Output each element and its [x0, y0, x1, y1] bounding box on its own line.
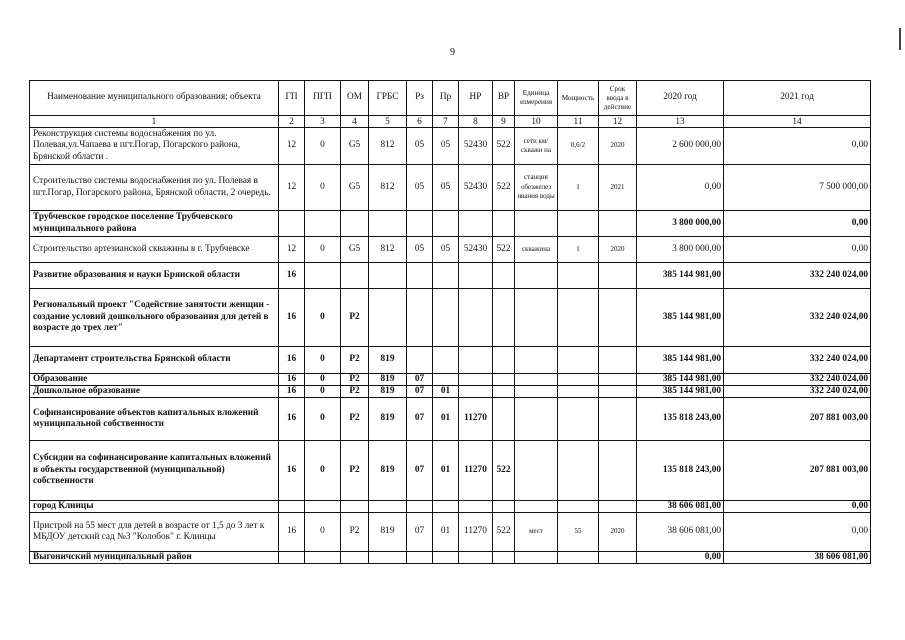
row-rz — [407, 289, 433, 347]
table-row — [30, 386, 871, 398]
header-capacity: Мощность — [558, 81, 599, 116]
column-index: 5 — [369, 116, 407, 128]
row-om: P2 — [341, 347, 369, 374]
row-vr — [493, 374, 515, 386]
row-vr — [493, 211, 515, 237]
row-2021: 332 240 024,00 — [724, 374, 871, 386]
row-pr — [433, 501, 459, 513]
row-gp — [279, 501, 305, 513]
row-capacity: 1 — [558, 165, 599, 211]
row-grbs — [369, 289, 407, 347]
row-capacity — [558, 211, 599, 237]
header-2021: 2021 год — [724, 81, 871, 116]
row-2021: 332 240 024,00 — [724, 347, 871, 374]
row-2020: 385 144 981,00 — [637, 289, 724, 347]
row-nr — [459, 211, 493, 237]
row-om: G5 — [341, 237, 369, 263]
page-number: 9 — [450, 47, 455, 58]
row-gp: 16 — [279, 374, 305, 386]
row-rz: 07 — [407, 386, 433, 398]
row-term: 2020 — [599, 513, 637, 552]
row-name: Пристрой на 55 мест для детей в возрасте от 1,5 до 3 лет к МБДОУ детский сад №3 "Колобок" г. Клинцы — [30, 513, 279, 552]
row-2021: 332 240 024,00 — [724, 386, 871, 398]
row-nr — [459, 374, 493, 386]
row-name: Дошкольное образование — [30, 386, 279, 398]
row-unit — [515, 398, 558, 441]
row-grbs: 812 — [369, 237, 407, 263]
row-vr: 522 — [493, 165, 515, 211]
row-rz — [407, 552, 433, 564]
row-om — [341, 501, 369, 513]
row-gp: 12 — [279, 237, 305, 263]
row-gp — [279, 211, 305, 237]
row-2021: 7 500 000,00 — [724, 165, 871, 211]
row-nr — [459, 386, 493, 398]
table-row — [30, 211, 871, 237]
row-vr: 522 — [493, 128, 515, 165]
row-gp: 16 — [279, 441, 305, 501]
row-pr: 01 — [433, 441, 459, 501]
row-term — [599, 386, 637, 398]
row-vr — [493, 386, 515, 398]
row-rz — [407, 263, 433, 289]
row-grbs: 819 — [369, 441, 407, 501]
row-vr — [493, 263, 515, 289]
row-nr: 52430 — [459, 128, 493, 165]
row-pgp: 0 — [305, 347, 341, 374]
row-vr — [493, 552, 515, 564]
row-gp: 16 — [279, 513, 305, 552]
header-om: ОМ — [341, 81, 369, 116]
row-grbs: 812 — [369, 128, 407, 165]
row-grbs: 819 — [369, 386, 407, 398]
row-vr — [493, 501, 515, 513]
row-gp: 16 — [279, 289, 305, 347]
row-pgp: 0 — [305, 289, 341, 347]
row-nr — [459, 347, 493, 374]
row-pgp: 0 — [305, 237, 341, 263]
row-om: P2 — [341, 289, 369, 347]
row-capacity — [558, 374, 599, 386]
page-edge-mark — [899, 28, 901, 50]
header-gp: ГП — [279, 81, 305, 116]
row-pgp — [305, 552, 341, 564]
row-name: Региональный проект "Содействие занятости женщин - создание условий дошкольного образования для детей в возрасте до трех лет" — [30, 289, 279, 347]
row-pr: 01 — [433, 513, 459, 552]
row-rz: 07 — [407, 441, 433, 501]
row-term — [599, 552, 637, 564]
row-term: 2020 — [599, 128, 637, 165]
header-grbs: ГРБС — [369, 81, 407, 116]
row-term — [599, 501, 637, 513]
row-gp — [279, 552, 305, 564]
row-grbs — [369, 211, 407, 237]
row-pgp: 0 — [305, 441, 341, 501]
row-unit: мест — [515, 513, 558, 552]
row-om: G5 — [341, 128, 369, 165]
row-pgp: 0 — [305, 386, 341, 398]
row-unit: сети км/скважи на — [515, 128, 558, 165]
row-name: город Клинцы — [30, 501, 279, 513]
row-pgp: 0 — [305, 513, 341, 552]
row-pgp: 0 — [305, 165, 341, 211]
row-term: 2021 — [599, 165, 637, 211]
row-gp: 16 — [279, 263, 305, 289]
row-pr: 05 — [433, 165, 459, 211]
header-unit: Единица измерения — [515, 81, 558, 116]
column-index: 3 — [305, 116, 341, 128]
row-term — [599, 398, 637, 441]
row-2020: 385 144 981,00 — [637, 386, 724, 398]
row-pgp — [305, 501, 341, 513]
column-index: 10 — [515, 116, 558, 128]
column-index: 11 — [558, 116, 599, 128]
row-om: P2 — [341, 513, 369, 552]
column-index: 13 — [637, 116, 724, 128]
row-nr: 11270 — [459, 513, 493, 552]
row-nr: 11270 — [459, 398, 493, 441]
row-2020: 0,00 — [637, 165, 724, 211]
row-capacity — [558, 289, 599, 347]
row-rz: 05 — [407, 237, 433, 263]
row-capacity — [558, 398, 599, 441]
row-2020: 3 800 000,00 — [637, 211, 724, 237]
row-gp: 12 — [279, 128, 305, 165]
row-vr: 522 — [493, 513, 515, 552]
table-row — [30, 289, 871, 347]
row-pr — [433, 263, 459, 289]
row-nr — [459, 263, 493, 289]
row-2021: 332 240 024,00 — [724, 263, 871, 289]
row-grbs — [369, 263, 407, 289]
row-nr: 11270 — [459, 441, 493, 501]
row-grbs — [369, 552, 407, 564]
row-om: G5 — [341, 165, 369, 211]
row-pgp: 0 — [305, 128, 341, 165]
row-unit — [515, 386, 558, 398]
row-name: Софинансирование объектов капитальных вложений муниципальной собственности — [30, 398, 279, 441]
row-2020: 38 606 081,00 — [637, 513, 724, 552]
row-pr — [433, 374, 459, 386]
row-vr — [493, 347, 515, 374]
row-pr — [433, 347, 459, 374]
row-grbs: 812 — [369, 165, 407, 211]
row-rz — [407, 501, 433, 513]
header-pr: Пр — [433, 81, 459, 116]
row-2020: 135 818 243,00 — [637, 441, 724, 501]
column-index: 6 — [407, 116, 433, 128]
row-unit — [515, 552, 558, 564]
row-rz: 07 — [407, 398, 433, 441]
row-name: Строительство артезианской скважины в г. Трубчевске — [30, 237, 279, 263]
row-capacity — [558, 263, 599, 289]
row-2020: 135 818 243,00 — [637, 398, 724, 441]
row-capacity — [558, 347, 599, 374]
row-name: Строительство системы водоснабжения по ул. Полевая в пгт.Погар, Погарского района, Брянской области, 2 очередь. — [30, 165, 279, 211]
column-index: 8 — [459, 116, 493, 128]
column-index: 4 — [341, 116, 369, 128]
row-pr: 05 — [433, 237, 459, 263]
row-2020: 385 144 981,00 — [637, 374, 724, 386]
row-grbs: 819 — [369, 347, 407, 374]
row-grbs: 819 — [369, 374, 407, 386]
row-om — [341, 552, 369, 564]
row-capacity: 0,6/2 — [558, 128, 599, 165]
row-name: Субсидии на софинансирование капитальных вложений в объекты государственной (муниципальной) собственности — [30, 441, 279, 501]
header-term: Срок ввода в действие — [599, 81, 637, 116]
row-term — [599, 289, 637, 347]
row-2020: 0,00 — [637, 552, 724, 564]
row-rz — [407, 211, 433, 237]
row-pgp: 0 — [305, 398, 341, 441]
row-rz: 07 — [407, 513, 433, 552]
row-nr — [459, 501, 493, 513]
row-unit — [515, 501, 558, 513]
row-grbs: 819 — [369, 398, 407, 441]
header-2020: 2020 год — [637, 81, 724, 116]
column-index: 12 — [599, 116, 637, 128]
row-om: P2 — [341, 398, 369, 441]
row-pr: 05 — [433, 128, 459, 165]
row-vr — [493, 289, 515, 347]
column-index: 2 — [279, 116, 305, 128]
column-index-row — [30, 116, 871, 128]
row-unit — [515, 374, 558, 386]
row-rz: 05 — [407, 165, 433, 211]
row-term — [599, 374, 637, 386]
row-name: Трубчевское городское поселение Трубчевского муниципального района — [30, 211, 279, 237]
row-2020: 385 144 981,00 — [637, 347, 724, 374]
table-row — [30, 513, 871, 552]
row-capacity: 1 — [558, 237, 599, 263]
row-pr — [433, 211, 459, 237]
row-unit: скважина — [515, 237, 558, 263]
row-2021: 207 881 003,00 — [724, 441, 871, 501]
table-row — [30, 263, 871, 289]
row-2020: 3 800 000,00 — [637, 237, 724, 263]
row-2021: 0,00 — [724, 501, 871, 513]
budget-table — [29, 80, 871, 564]
row-pr: 01 — [433, 386, 459, 398]
table-header-row — [30, 81, 871, 116]
row-term: 2020 — [599, 237, 637, 263]
table-row — [30, 237, 871, 263]
header-vr: ВР — [493, 81, 515, 116]
row-grbs — [369, 501, 407, 513]
table-row — [30, 398, 871, 441]
row-capacity — [558, 386, 599, 398]
row-unit — [515, 211, 558, 237]
row-grbs: 819 — [369, 513, 407, 552]
row-2021: 0,00 — [724, 128, 871, 165]
row-unit — [515, 289, 558, 347]
row-term — [599, 441, 637, 501]
row-name: Реконструкция системы водоснабжения по ул. Полевая,ул.Чапаева в пгт.Погар, Погарского района, Брянской области . — [30, 128, 279, 165]
row-unit — [515, 263, 558, 289]
row-2021: 38 606 081,00 — [724, 552, 871, 564]
row-name: Департамент строительства Брянской области — [30, 347, 279, 374]
row-nr: 52430 — [459, 237, 493, 263]
row-term — [599, 211, 637, 237]
row-gp: 12 — [279, 165, 305, 211]
row-om: P2 — [341, 386, 369, 398]
row-vr — [493, 398, 515, 441]
row-gp: 16 — [279, 386, 305, 398]
table-row — [30, 552, 871, 564]
row-2020: 385 144 981,00 — [637, 263, 724, 289]
row-nr — [459, 289, 493, 347]
row-2021: 207 881 003,00 — [724, 398, 871, 441]
table-row — [30, 128, 871, 165]
row-unit: станция обезжелез ивания воды — [515, 165, 558, 211]
table-row — [30, 501, 871, 513]
table-row — [30, 374, 871, 386]
table-row — [30, 347, 871, 374]
row-om: P2 — [341, 374, 369, 386]
row-capacity: 55 — [558, 513, 599, 552]
row-2021: 0,00 — [724, 513, 871, 552]
row-pr — [433, 289, 459, 347]
row-capacity — [558, 441, 599, 501]
row-2021: 332 240 024,00 — [724, 289, 871, 347]
header-nr: НР — [459, 81, 493, 116]
row-name: Выгоничский муниципальный район — [30, 552, 279, 564]
table-row — [30, 441, 871, 501]
row-rz: 05 — [407, 128, 433, 165]
row-2021: 0,00 — [724, 211, 871, 237]
table-row — [30, 165, 871, 211]
row-2020: 38 606 081,00 — [637, 501, 724, 513]
row-gp: 16 — [279, 347, 305, 374]
row-2020: 2 600 000,00 — [637, 128, 724, 165]
row-om: P2 — [341, 441, 369, 501]
row-unit — [515, 347, 558, 374]
row-rz — [407, 347, 433, 374]
header-rz: Рз — [407, 81, 433, 116]
row-vr: 522 — [493, 441, 515, 501]
row-pr: 01 — [433, 398, 459, 441]
row-pgp: 0 — [305, 374, 341, 386]
column-index: 9 — [493, 116, 515, 128]
row-rz: 07 — [407, 374, 433, 386]
row-gp: 16 — [279, 398, 305, 441]
row-term — [599, 263, 637, 289]
row-unit — [515, 441, 558, 501]
row-vr: 522 — [493, 237, 515, 263]
row-pgp — [305, 211, 341, 237]
row-name: Развитие образования и науки Брянской области — [30, 263, 279, 289]
row-om — [341, 211, 369, 237]
row-pr — [433, 552, 459, 564]
row-term — [599, 347, 637, 374]
row-capacity — [558, 552, 599, 564]
header-name: Наименование муниципального образования; объекта — [30, 81, 279, 116]
row-2021: 0,00 — [724, 237, 871, 263]
row-name: Образование — [30, 374, 279, 386]
row-om — [341, 263, 369, 289]
column-index: 1 — [30, 116, 279, 128]
column-index: 14 — [724, 116, 871, 128]
row-nr — [459, 552, 493, 564]
header-pgp: ПГП — [305, 81, 341, 116]
row-pgp — [305, 263, 341, 289]
row-nr: 52430 — [459, 165, 493, 211]
row-capacity — [558, 501, 599, 513]
column-index: 7 — [433, 116, 459, 128]
